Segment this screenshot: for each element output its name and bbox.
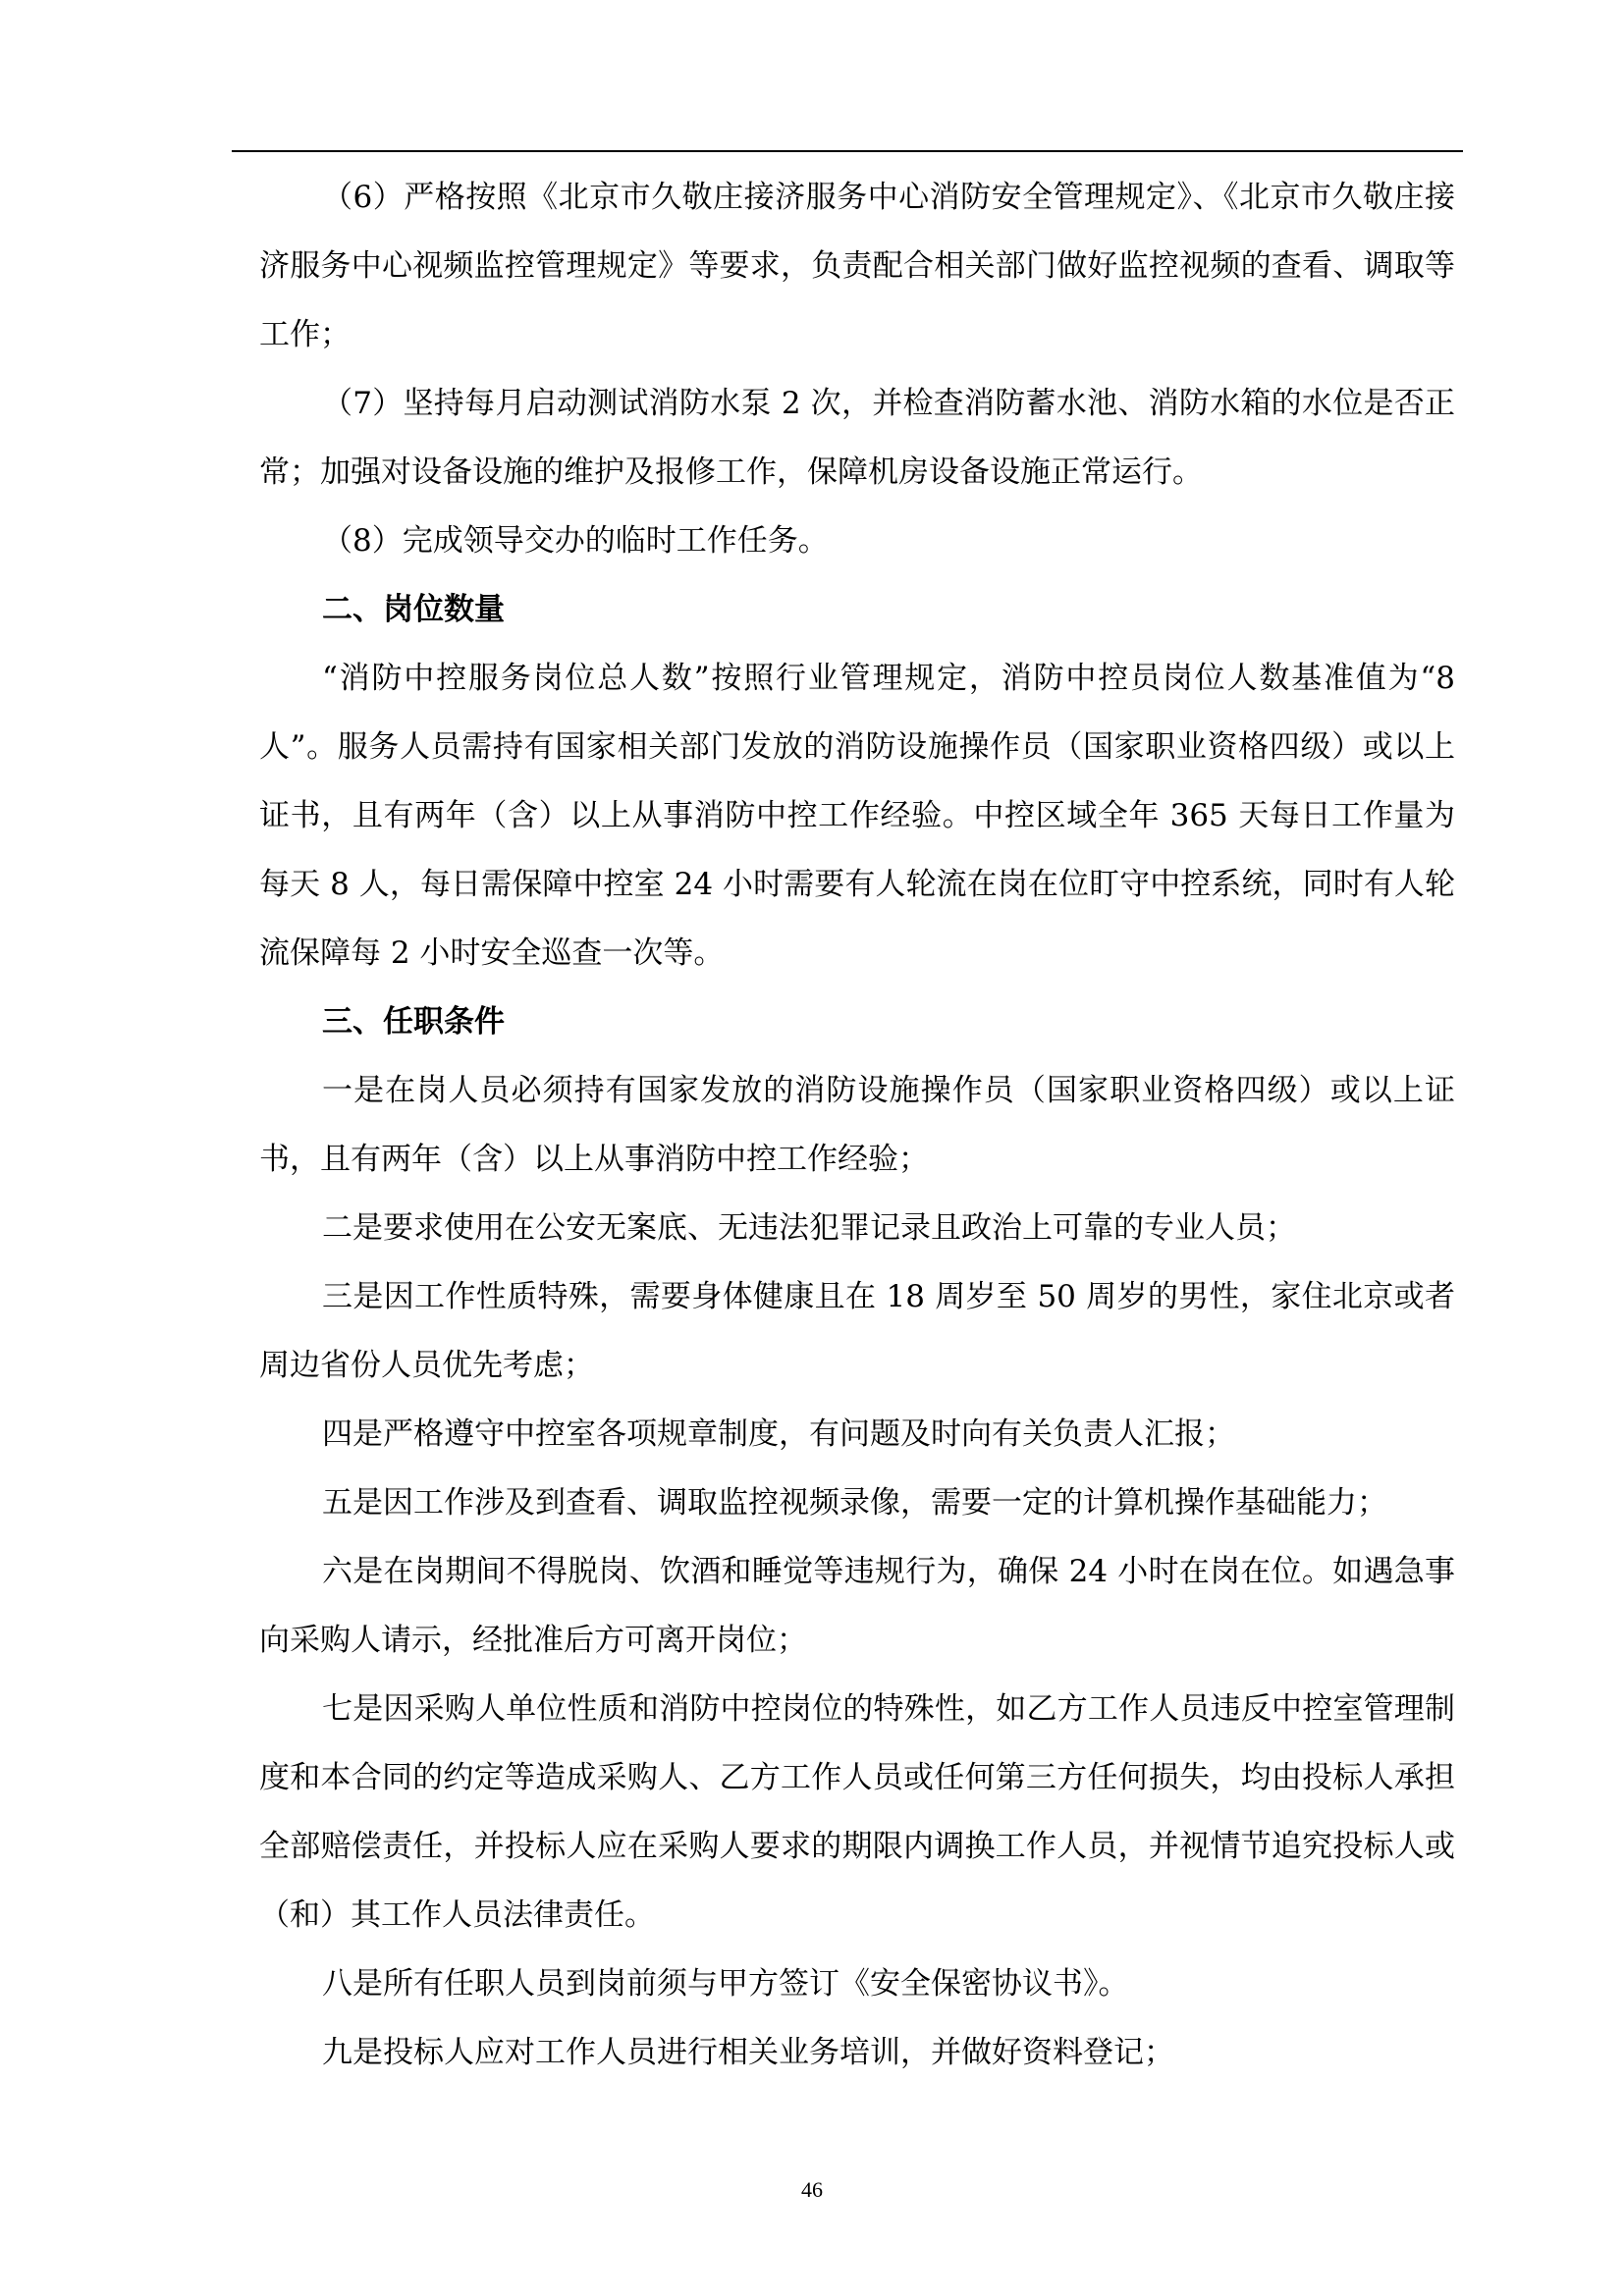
requirement-8: 八是所有任职人员到岗前须与甲方签订《安全保密协议书》。 — [322, 1966, 1129, 2002]
requirement-4: 四是严格遵守中控室各项规章制度，有问题及时向有关负责人汇报； — [322, 1416, 1235, 1452]
requirement-7: 七是因采购人单位性质和消防中控岗位的特殊性，如乙方工作人员违反中控室管理制度和本合同的约定等造成采购人、乙方工作人员或任何第三方任何损失，均由投标人承担全部赔偿责任，并投标人应在采购人要求的期限内调换工作人员，并视情节追究投标人或（和）其工作人员法律责任。 — [259, 1691, 1455, 1933]
requirement-6: 六是在岗期间不得脱岗、饮酒和睡觉等违规行为，确保 24 小时在岗在位。如遇急事向采购人请示，经批准后方可离开岗位； — [259, 1554, 1455, 1658]
body-text — [259, 163, 1455, 2087]
paragraph-item-7: （7）坚持每月启动测试消防水泵 2 次，并检查消防蓄水池、消防水箱的水位是否正常；加强对设备设施的维护及报修工作，保障机房设备设施正常运行。 — [259, 386, 1455, 490]
section-heading-requirements: 三、任职条件 — [322, 1004, 505, 1040]
paragraph-item-8: （8）完成领导交办的临时工作任务。 — [322, 523, 829, 559]
section-heading-quantity: 二、岗位数量 — [322, 592, 505, 627]
requirement-1: 一是在岗人员必须持有国家发放的消防设施操作员（国家职业资格四级）或以上证书，且有两年（含）以上从事消防中控工作经验； — [259, 1073, 1455, 1177]
requirement-3: 三是因工作性质特殊，需要身体健康且在 18 周岁至 50 周岁的男性，家住北京或者周边省份人员优先考虑； — [259, 1279, 1455, 1383]
requirement-9: 九是投标人应对工作人员进行相关业务培训，并做好资料登记； — [322, 2035, 1174, 2070]
page-number: 46 — [801, 2177, 823, 2202]
paragraph-item-6: （6）严格按照《北京市久敬庄接济服务中心消防安全管理规定》、《北京市久敬庄接济服务中心视频监控管理规定》等要求，负责配合相关部门做好监控视频的查看、调取等工作； — [259, 180, 1455, 352]
requirement-2: 二是要求使用在公安无案底、无违法犯罪记录且政治上可靠的专业人员； — [322, 1210, 1296, 1246]
header-rule — [232, 150, 1463, 152]
paragraph-quantity: “消防中控服务岗位总人数”按照行业管理规定，消防中控员岗位人数基准值为“8 人”。服务人员需持有国家相关部门发放的消防设施操作员（国家职业资格四级）或以上证书，且有两年（含）以上从事消防中控工作经验。中控区域全年 365 天每日工作量为每天 8 人，每日需保障中控室 24 小时需要有人轮流在岗在位盯守中控系统，同时有人轮流保障每 2 小时安全巡查一次等。 — [259, 661, 1455, 971]
requirement-5: 五是因工作涉及到查看、调取监控视频录像，需要一定的计算机操作基础能力； — [322, 1485, 1387, 1521]
